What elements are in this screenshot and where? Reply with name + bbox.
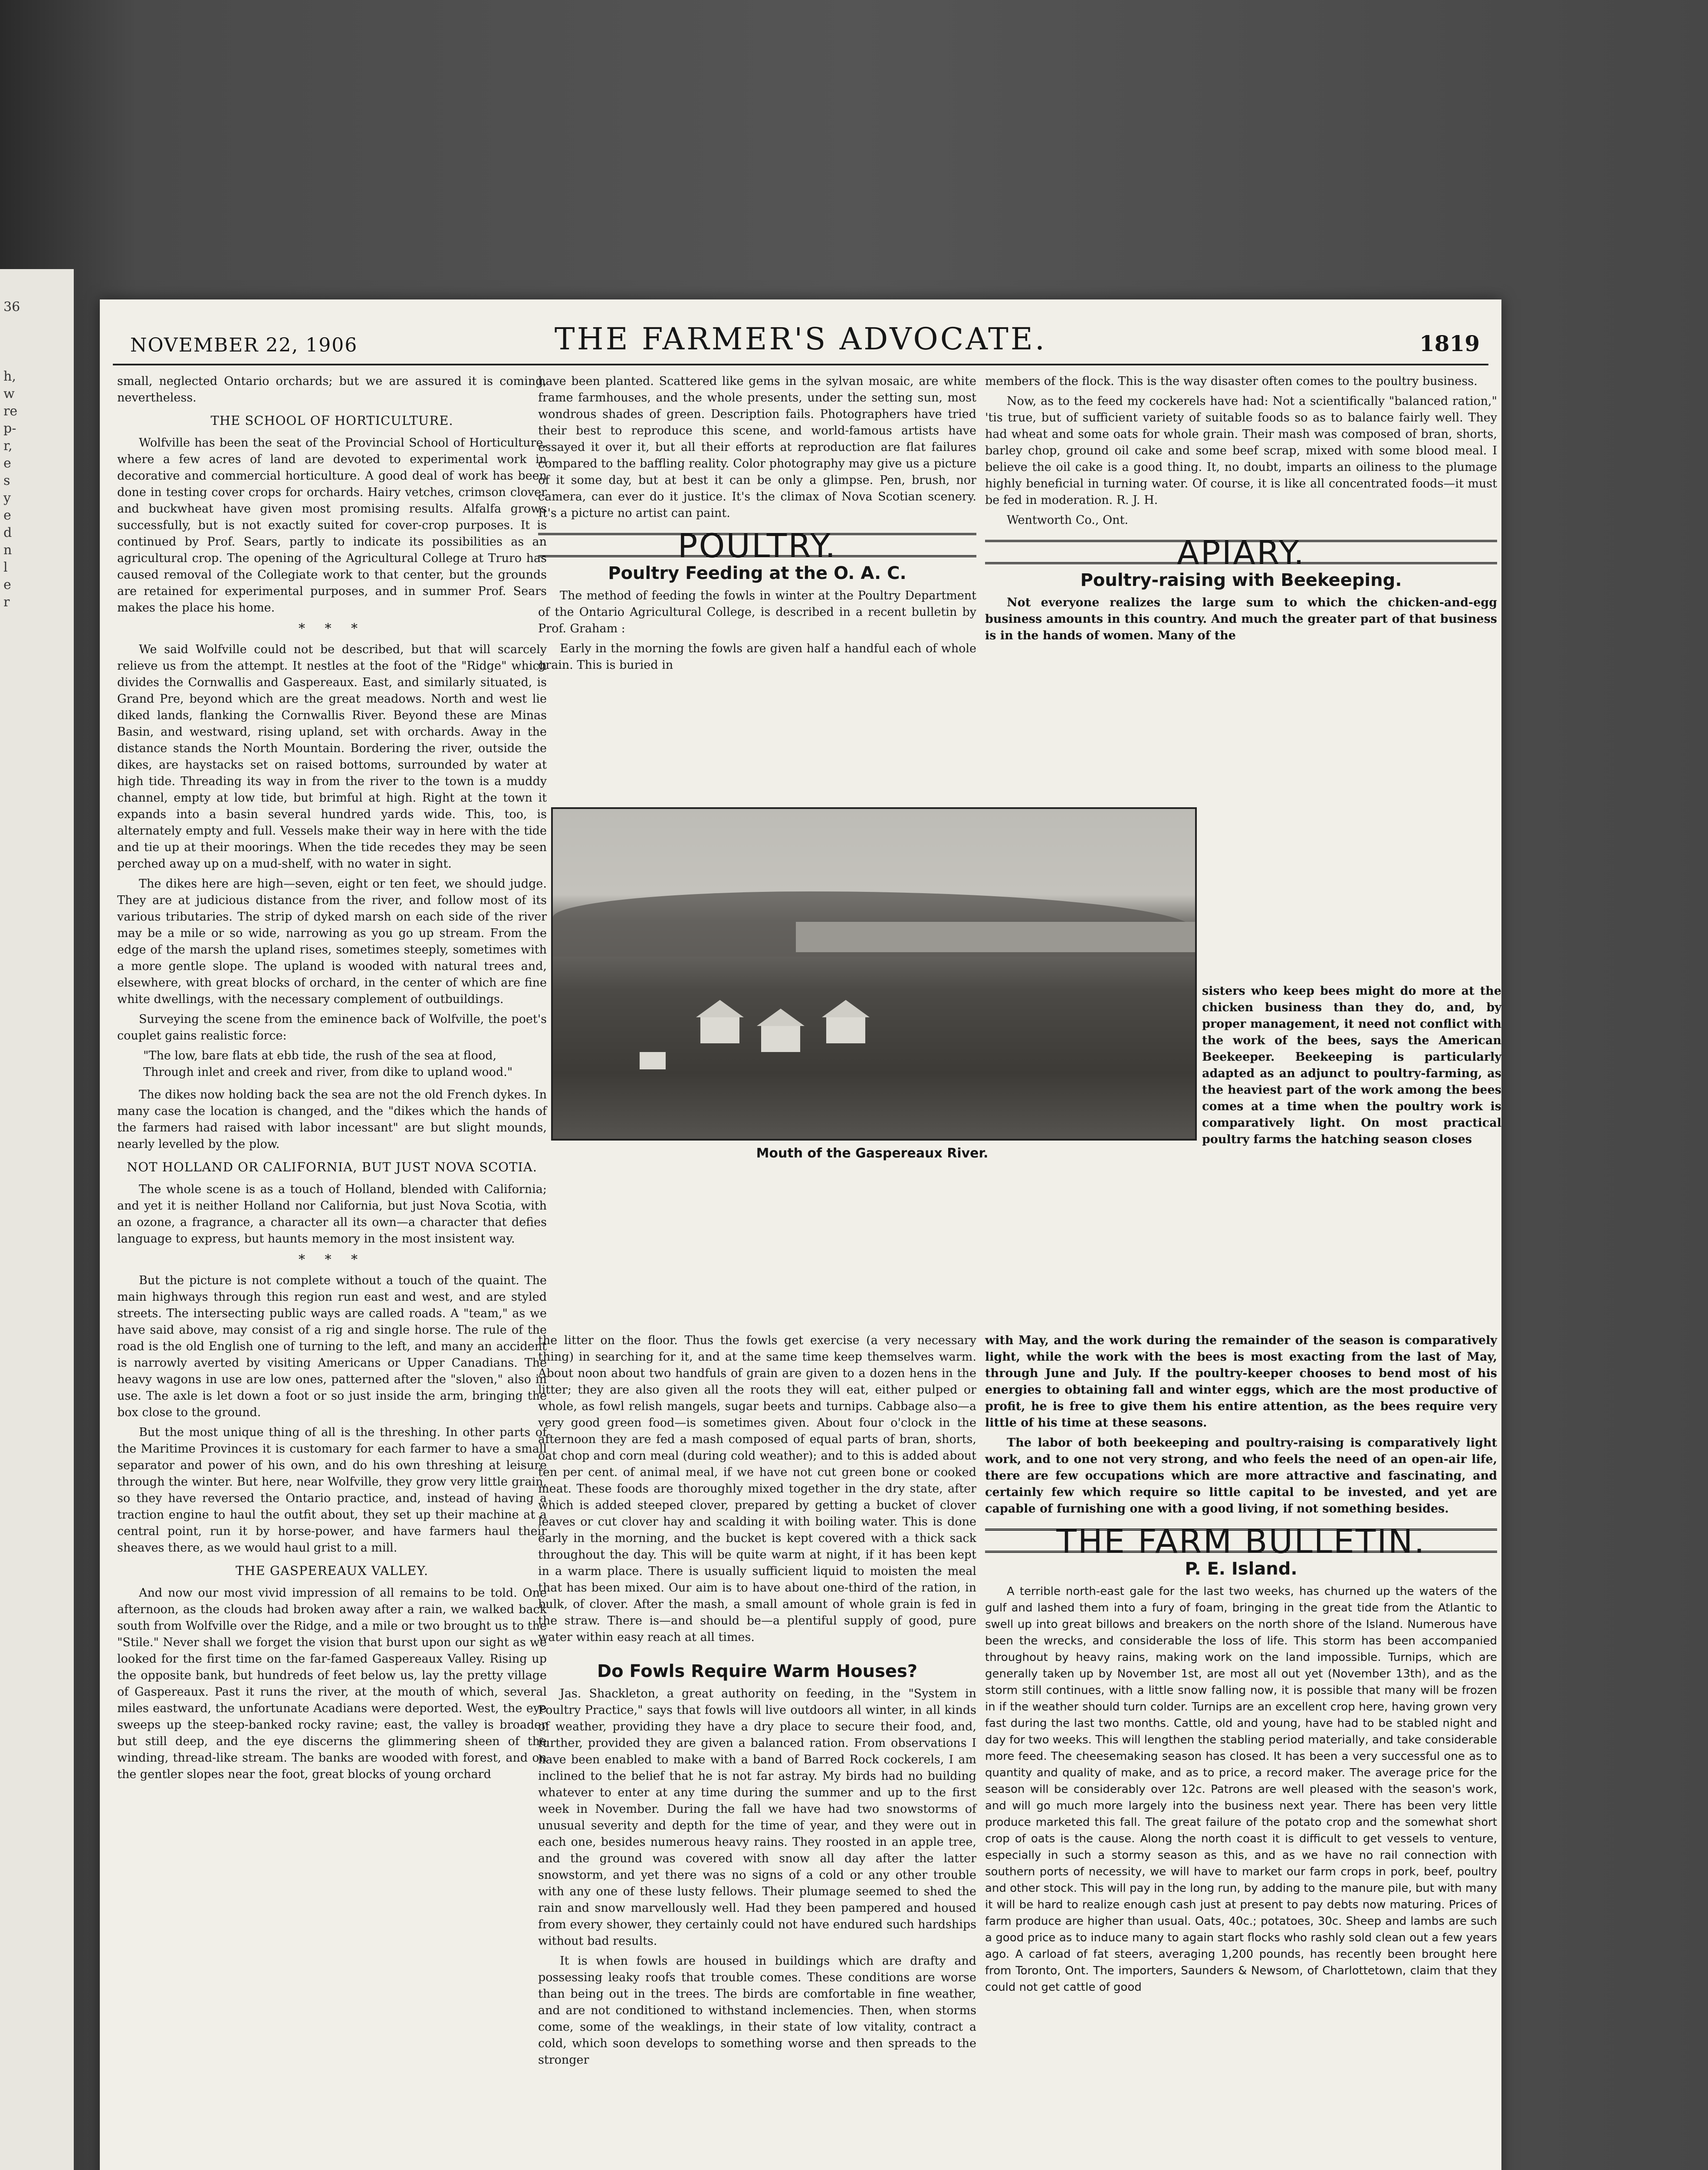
left-fragment: y — [3, 490, 11, 506]
river-photo — [551, 807, 1197, 1141]
photo-caption: Mouth of the Gaspereaux River. — [756, 1146, 989, 1161]
paragraph: And now our most vivid impression of all remains to be told. One afternoon, as the clouds had broken away after a rain, we walked back south from Wolfville over the Ridge, and a mile or two brought us to the "Stile." Never shall we forget the vision that burst upon our sight as we looked for the first time on the far-famed Gaspereaux Valley. Rising up the opposite bank, but hundreds of feet below us, lay the pretty village of Gaspereaux. Past it runs the river, at the mouth of which, several miles eastward, the unfortunate Acadians were deported. West, the eye sweeps up the steep-banked rocky ravine; east, the valley is broader but still deep, and the eye discerns the glimmering sheen of the winding, thread-like stream. The banks are wooded with forest, and on the gentler slopes near the foot, great blocks of young orchard — [117, 1586, 547, 1781]
left-fragment: n — [3, 542, 12, 558]
left-fragment: d — [3, 525, 12, 540]
section-break: * * * — [298, 1252, 366, 1267]
paragraph: Jas. Shackleton, a great authority on feeding, in the "System in Poultry Practice," says that fowls will live outdoors all winter, in all kinds of weather, providing they have a dry place to secure their food, and, further, provided they are given a balanced ration. From observations I have been enabled to make with a band of Barred Rock cockerels, I am inclined to the belief that he is not far astray. My birds had no building whatever to enter at any time during the summer and up to the first week in November. During the fall we have had two snowstorms of unusual severity and depth for the time of year, and they were out in each one, besides numerous heavy rains. They roosted in an apple tree, and the ground was covered with snow all day after the latter snowstorm, and yet there was no signs of a cold or any other trouble with any one of these lusty fellows. Their plumage seemed to shed the rain and snow marvellously well. Had they been pampered and housed from every shower, they certainly could not have endured such hardships without bad results. — [538, 1687, 976, 1948]
signature-location: Wentworth Co., Ont. — [1007, 513, 1129, 527]
paragraph: But the picture is not complete without a touch of the quaint. The main highways through this region run east and west, and are styled streets. The intersecting public ways are called roads. A "team," as we have said above, may consist of a rig and single horse. The rule of the road is the old English one of turning to the left, and many an accident is narrowly averted by visiting Americans or Upper Canadians. The heavy wagons in use are low ones, patterned after the "sloven," also in use. The axle is let down a foot or so just inside the arm, bringing the box close to the ground. — [117, 1274, 547, 1419]
section-break: * * * — [298, 621, 366, 636]
column-3-bottom — [985, 1332, 1497, 1999]
photo-house — [826, 1017, 865, 1043]
subheading: THE SCHOOL OF HORTICULTURE. — [210, 413, 453, 428]
page-header — [113, 321, 1488, 360]
column-3-float: sisters who keep bees might do more at the chicken business than they do, and, by proper management, it need not conflict with the work of the bees, says the American Beekeeper. Beekeeping is particularly adapted as an adjunct to poultry-farming, as the heaviest part of the work among the bees comes at a time when the poultry work is comparatively light. On most practical poultry farms the hatching season closes — [1202, 984, 1501, 1146]
left-page-edge — [0, 269, 74, 2170]
column-2-bottom — [538, 1332, 976, 2072]
masthead-title: THE FARMER'S ADVOCATE. — [554, 321, 1047, 357]
paragraph: The labor of both beekeeping and poultry-raising is comparatively light work, and to one not very strong, and who feels the need of an open-air life, there are few occupations which are more attractive and fascinating, and certainly few which require so little capital to be invested, and yet are capable of furnishing one with a good living, if not something besides. — [985, 1436, 1497, 1516]
paragraph: have been planted. Scattered like gems in the sylvan mosaic, are white frame farmhouses, and the whole presents, under the setting sun, most wondrous shades of green. Description fails. Photographers have tried their best to reproduce this scene, and world-famous artists have essayed it over it, but all their efforts at reproduction are flat failures compared to the baffling reality. Color photography may give us a picture of it some day, but at best it can be only a glimpse. Pen, brush, nor camera, can ever do it justice. It's the climax of Nova Scotian scenery. It's a picture no artist can paint. — [538, 375, 976, 520]
paragraph: Surveying the scene from the eminence back of Wolfville, the poet's couplet gains realistic force: — [117, 1013, 547, 1042]
photo-roof — [757, 1009, 805, 1026]
paragraph: Not everyone realizes the large sum to which the chicken-and-egg business amounts in this country. And much the greater part of that business is in the hands of women. Many of the — [985, 596, 1497, 642]
photo-house — [640, 1052, 666, 1069]
left-fragment: w — [3, 386, 15, 401]
section-heading-apiary: APIARY. — [985, 540, 1497, 564]
verse-line: Through inlet and creek and river, from dike to upland wood." — [143, 1065, 513, 1079]
poem-quote — [143, 1048, 547, 1081]
photo-house — [761, 1026, 800, 1052]
left-fragment: s — [3, 473, 10, 488]
photo-roof — [822, 1000, 870, 1017]
left-fragment: r — [3, 595, 10, 610]
verse-line: "The low, bare flats at ebb tide, the rush of the sea at flood, — [143, 1049, 497, 1062]
column-3-top — [985, 373, 1497, 648]
paragraph: the litter on the floor. Thus the fowls get exercise (a very necessary thing) in searching for it, and at the same time keep themselves warm. About noon about two handfuls of grain are given to a dozen hens in the litter; they are also given all the roots they will eat, either pulped or whole, as fowl relish mangels, sugar beets and turnips. Cabbage also—a very good green food—is sometimes given. About four o'clock in the afternoon they are fed a mash composed of equal parts of bran, shorts, oat chop and corn meal (during cold weather); and to this is added about ten per cent. of animal meal, if we have not cut green bone or cooked meat. These foods are thoroughly mixed together in the dry state, after which is added steeped clover, prepared by getting a bucket of clover leaves or cut clover hay and scalding it with boiling water. This is done early in the morning, and the bucket is kept covered with a thick sack throughout the day. This will be quite warm at night, if it has been kept in a warm place. There is usually sufficient liquid to moisten the meal that has been mixed. Our aim is to have about one-third of the ration, in bulk, of clover. After the mash, a small amount of whole grain is fed in the straw. There is—and should be—a plentiful supply of good, pure water within easy reach at all times. — [538, 1334, 976, 1644]
left-fragment: h, — [3, 369, 16, 384]
paragraph: The dikes now holding back the sea are not the old French dykes. In many case the location is changed, and the "dikes which the hands of the farmers had raised with labor incessant" are but slight mounds, nearly levelled by the plow. — [117, 1088, 547, 1151]
left-fragment: e — [3, 577, 11, 592]
subheading: THE GASPEREAUX VALLEY. — [235, 1563, 429, 1578]
newspaper-page — [100, 299, 1501, 2170]
header-rule — [113, 364, 1488, 365]
paragraph: It is when fowls are housed in buildings which are drafty and possessing leaky roofs that trouble comes. These conditions are worse than being out in the trees. The birds are comfortable in fine weather, and are not conditioned to withstand inclemencies. Then, when storms come, some of the weaklings, in their state of low vitality, contract a cold, which soon develops to something worse and then spreads to the stronger — [538, 1954, 976, 2067]
left-fragment: l — [3, 560, 8, 575]
article-headline: Poultry-raising with Beekeeping. — [1080, 570, 1402, 590]
paragraph: Early in the morning the fowls are given half a handful each of whole grain. This is buried in — [538, 642, 976, 672]
paragraph: We said Wolfville could not be described, but that will scarcely relieve us from the attempt. It nestles at the foot of the "Ridge" which divides the Cornwallis and Gaspereaux. East, and similarly situated, is Grand Pre, beyond which are the great meadows. North and west lie diked lands, flanking the Cornwallis River. Beyond these are Minas Basin, and westward, rising upland, set with orchards. Away in the distance stands the North Mountain. Bordering the river, outside the dikes, are haystacks set on raised bottoms, surrounded by water at high tide. Threading its way in from the river to the town is a muddy channel, empty at low tide, but brimful at high. Right at the town it expands into a basin several hundred yards wide. This, too, is alternately empty and full. Vessels make their way in here with the tide and tie up at their moorings. When the tide recedes they may be seen perched away up on a mud-shelf, with no water in sight. — [117, 643, 547, 871]
paragraph: Now, as to the feed my cockerels have had: Not a scientifically "balanced ration," 'tis true, but of sufficient variety of suitable foods so as to balance fairly well. They had wheat and some oats for whole grain. Their mash was composed of bran, shorts, barley chop, ground oil cake and some beef scrap, mixed with some blood meal. I believe the oil cake is a good thing. It, no doubt, imparts an oiliness to the plumage highly beneficial in turning water. Of course, it is like all concentrated foods—it must be fed in moderation. R. J. H. — [985, 395, 1497, 507]
article-headline: Do Fowls Require Warm Houses? — [597, 1661, 918, 1681]
left-fragment: e — [3, 456, 11, 471]
left-fragment: p- — [3, 421, 16, 436]
article-headline: P. E. Island. — [1185, 1559, 1297, 1579]
paragraph: The dikes here are high—seven, eight or ten feet, we should judge. They are at judicious distance from the river, and follow most of its various tributaries. The strip of dyked marsh on each side of the river may be a mile or so wide, narrowing as you go up stream. From the edge of the marsh the upland rises, sometimes steeply, sometimes with a more gentle slope. The upland is wooded with natural trees and, elsewhere, with great blocks of orchard, in the center of which are fine white dwellings, with the necessary complement of outbuildings. — [117, 877, 547, 1006]
paragraph: The method of feeding the fowls in winter at the Poultry Department of the Ontario Agricultural College, is described in a recent bulletin by Prof. Graham : — [538, 589, 976, 635]
section-heading-poultry: POULTRY. — [538, 533, 976, 557]
paragraph: But the most unique thing of all is the threshing. In other parts of the Maritime Provinces it is customary for each farmer to have a small separator and power of his own, and do his own threshing at leisure through the winter. But here, near Wolfville, they grow very little grain, so they have reversed the Ontario practice, and, instead of having a traction engine to haul the outfit about, they set up their machine at a central point, run it by horse-power, and have farmers haul their sheaves there, as we would haul grist to a mill. — [117, 1426, 547, 1555]
paragraph: Wolfville has been the seat of the Provincial School of Horticulture, where a few acres of land are devoted to experimental work in decorative and commercial horticulture. A good deal of work has been done in testing cover crops for orchards. Hairy vetches, crimson clover and buckwheat have given most promising results. Alfalfa grows successfully, but is not exactly suited for cover-crop purposes. It is continued by Prof. Sears, partly to indicate its possibilities as an agricultural crop. The opening of the Agricultural College at Truro has caused removal of the Collegiate work to that center, but the grounds are retained for experimental purposes, and in summer Prof. Sears makes the place his home. — [117, 436, 547, 615]
paragraph: A terrible north-east gale for the last two weeks, has churned up the waters of the gulf and lashed them into a fury of foam, bringing in the great tide from the Atlantic to swell up into great billows and breakers on the north shore of the Island. Numerous have been the wrecks, and considerable the loss of life. This storm has been accompanied throughout by heavy rains, making work on the land impossible. Turnips, which are generally taken up by November 1st, are most all out yet (November 13th), and as the storm still continues, with a little snow falling now, it is possible that many will be frozen in if the weather should turn colder. Turnips are an excellent crop here, having grown very fast during the last two months. Cattle, old and young, have had to be stabled night and day for two weeks. This will lengthen the stabling period materially, and take considerable more feed. The cheesemaking season has closed. It has been a very successful one as to quantity and quality of make, and as to price, a record maker. The average price for the season will be considerably over 12c. Patrons are well pleased with the season's work, and will go much more largely into the business next year. There has been very little produce marketed this fall. The great failure of the potato crop and the somewhat short crop of oats is the cause. Along the north coast it is difficult to get vessels to venture, especially in such a stormy season as this, and as we have no rail connection with southern ports of necessity, we will have to market our farm crops in pork, beef, poultry and other stock. This will pay in the long run, by adding to the manure pile, but with many it will be hard to realize enough cash just at present to pay debts now maturing. Prices of farm produce are higher than usual. Oats, 40c.; potatoes, 30c. Sheep and lambs are such a good price as to induce many to again start flocks who rashly sold clean out a few years ago. A carload of fat steers, averaging 1,200 pounds, has recently been brought here from Toronto, Ont. The importers, Saunders & Newsom, of Charlottetown, claim that they could not get cattle of good — [985, 1585, 1497, 1994]
section-heading-farm-bulletin: THE FARM BULLETIN. — [985, 1529, 1497, 1553]
subheading: NOT HOLLAND OR CALIFORNIA, BUT JUST NOVA SCOTIA. — [126, 1160, 538, 1174]
page-number: 1819 — [1419, 331, 1480, 356]
photo-water — [796, 922, 1195, 952]
left-fragment: re — [3, 404, 18, 419]
paragraph: The whole scene is as a touch of Holland, blended with California; and yet it is neither Holland nor California, but just Nova Scotia, with an ozone, a fragrance, a character all its own—a character that defies language to express, but haunts memory in the most insistent way. — [117, 1183, 547, 1246]
issue-date: NOVEMBER 22, 1906 — [130, 334, 358, 356]
column-2-top — [538, 373, 976, 677]
photo-roof — [696, 1000, 744, 1017]
column-1 — [117, 373, 547, 2170]
left-fragment: 36 — [3, 299, 20, 315]
article-headline: Poultry Feeding at the O. A. C. — [608, 563, 907, 583]
photo-house — [700, 1017, 739, 1043]
paragraph: members of the flock. This is the way disaster often comes to the poultry business. — [985, 375, 1478, 388]
left-fragment: r, — [3, 438, 13, 454]
paragraph: with May, and the work during the remainder of the season is comparatively light, while the work with the bees is most exacting from the last of May, through June and July. If the poultry-keeper chooses to bend most of his energies to obtaining fall and winter eggs, which are the most productive of profit, he is free to give them his entire attention, as the bees require very little of his time at these seasons. — [985, 1334, 1497, 1430]
paragraph: small, neglected Ontario orchards; but we are assured it is coming, nevertheless. — [117, 375, 547, 404]
bulletin-body — [985, 1583, 1497, 1996]
left-fragment: e — [3, 508, 11, 523]
